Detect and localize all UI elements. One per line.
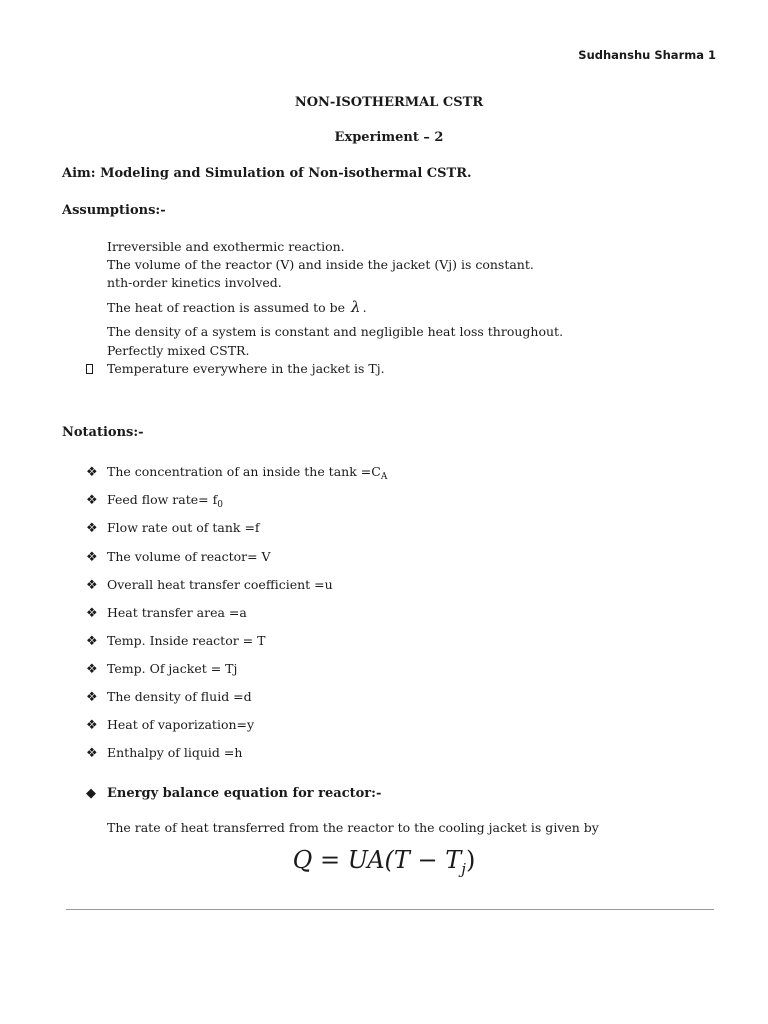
notation-text: The volume of reactor= V (107, 549, 271, 564)
notation-text: Enthalpy of liquid =h (107, 745, 243, 760)
notation-item (86, 661, 237, 677)
assumption-item-7: Temperature everywhere in the jacket is Tj. (107, 361, 385, 376)
equation-lhs: Q (292, 846, 313, 874)
notation-text: Overall heat transfer coefficient =u (107, 577, 333, 592)
assumptions-heading: Assumptions:- (62, 203, 166, 218)
four-diamond-bullet-icon: ❖ (86, 690, 98, 705)
lambda-suffix: . (362, 300, 367, 315)
notation-item (86, 605, 247, 621)
energy-balance-heading-row (86, 786, 381, 801)
notation-item (86, 492, 223, 510)
assumption-item-4 (107, 298, 367, 316)
notation-text: Heat transfer area =a (107, 605, 247, 620)
notations-heading: Notations:- (62, 425, 144, 440)
heat-transfer-description: The rate of heat transferred from the reactor to the cooling jacket is given by (107, 820, 599, 835)
four-diamond-bullet-icon: ❖ (86, 606, 98, 621)
notation-item (86, 520, 260, 536)
heat-transfer-equation (0, 846, 768, 878)
four-diamond-bullet-icon: ❖ (86, 465, 98, 480)
missing-glyph-bullet-icon (86, 364, 93, 374)
notation-text: The concentration of an inside the tank =C (107, 464, 381, 479)
footer-divider (66, 909, 714, 910)
assumption-item-2: The volume of the reactor (V) and inside the jacket (Vj) is constant. (107, 257, 534, 272)
notation-item (86, 717, 254, 733)
aim-statement: Aim: Modeling and Simulation of Non-isothermal CSTR. (62, 166, 472, 181)
notation-item (86, 464, 387, 482)
equation-subscript: j (461, 860, 466, 878)
four-diamond-bullet-icon: ❖ (86, 746, 98, 761)
document-title: NON-ISOTHERMAL CSTR (294, 95, 484, 110)
notation-item (86, 689, 252, 705)
experiment-subtitle: Experiment – 2 (334, 130, 444, 145)
four-diamond-bullet-icon: ❖ (86, 578, 98, 593)
four-diamond-bullet-icon: ❖ (86, 550, 98, 565)
four-diamond-bullet-icon: ❖ (86, 662, 98, 677)
equation-equals: = (312, 846, 348, 874)
four-diamond-bullet-icon: ❖ (86, 493, 98, 508)
assumption-item-5: The density of a system is constant and negligible heat loss throughout. (107, 324, 564, 339)
assumption-item-4-text: The heat of reaction is assumed to be (107, 300, 346, 315)
notation-text: Heat of vaporization=y (107, 717, 255, 732)
diamond-bullet-icon: ◆ (86, 786, 96, 801)
equation-rhs: UA(T − T (347, 846, 462, 874)
equation-rhs-close: ) (465, 846, 476, 874)
notation-text: The density of fluid =d (107, 689, 252, 704)
four-diamond-bullet-icon: ❖ (86, 634, 98, 649)
notation-text: Temp. Of jacket = Tj (107, 661, 238, 676)
four-diamond-bullet-icon: ❖ (86, 718, 98, 733)
notation-item (86, 549, 271, 565)
notation-text: Feed flow rate= f (107, 492, 218, 507)
notation-item (86, 745, 242, 761)
notation-text: Temp. Inside reactor = T (107, 633, 266, 648)
assumption-item-1: Irreversible and exothermic reaction. (107, 239, 345, 254)
assumption-item-6: Perfectly mixed CSTR. (107, 343, 250, 358)
notation-subscript: A (380, 472, 388, 482)
four-diamond-bullet-icon: ❖ (86, 521, 98, 536)
energy-balance-heading: Energy balance equation for reactor:- (107, 786, 382, 801)
lambda-symbol: λ (351, 298, 361, 316)
notation-item (86, 577, 333, 593)
notation-item (86, 633, 265, 649)
assumption-item-3: nth-order kinetics involved. (107, 275, 282, 290)
notation-text: Flow rate out of tank =f (107, 520, 260, 535)
header-author-page: Sudhanshu Sharma 1 (578, 48, 716, 62)
notation-subscript: 0 (217, 500, 223, 510)
